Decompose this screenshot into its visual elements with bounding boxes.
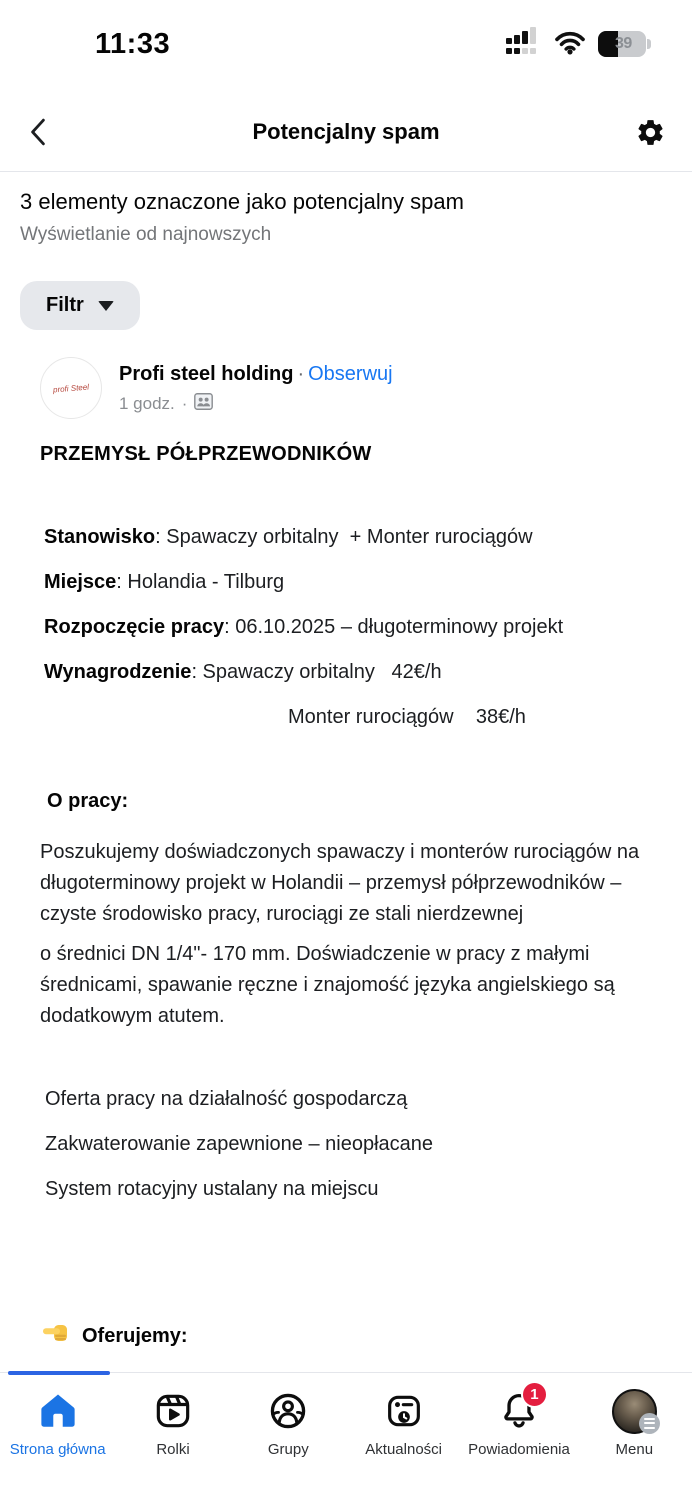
chevron-down-icon	[98, 301, 114, 311]
offer-heading	[42, 1322, 652, 1350]
post-author-block	[119, 357, 393, 415]
bottom-nav	[0, 1372, 692, 1500]
menu-avatar	[612, 1389, 657, 1434]
filter-button-label: Filtr	[46, 294, 84, 316]
wifi-icon	[554, 29, 586, 60]
nav-item-home[interactable]	[0, 1373, 115, 1500]
bell-icon	[496, 1388, 542, 1434]
detail-location: Miejsce: Holandia - Tilburg	[44, 571, 285, 593]
group-privacy-icon	[194, 393, 213, 415]
status-bar	[0, 0, 692, 64]
dot-separator: ·	[181, 394, 188, 413]
hamburger-badge-icon	[639, 1413, 660, 1434]
reels-icon	[150, 1388, 196, 1434]
detail-position: Stanowisko: Spawaczy orbitalny + Monter rurociągów	[44, 526, 533, 548]
detail-wage: Wynagrodzenie: Spawaczy orbitalny 42€/h	[44, 661, 442, 683]
about-paragraph-2: o średnici DN 1/4"- 170 mm. Doświadczenie w pracy z małymi średnicami, spawanie ręczne i znajomość języka angielskiego są dodatkowym atutem.	[40, 943, 615, 1027]
about-heading: O pracy:	[47, 790, 129, 812]
nav-item-notifications[interactable]	[461, 1373, 576, 1500]
page-title: Potencjalny spam	[252, 119, 440, 144]
settings-button[interactable]	[626, 117, 666, 148]
nav-label-reels: Rolki	[156, 1441, 190, 1458]
post	[0, 330, 692, 1350]
post-time: 1 godz.	[119, 394, 175, 413]
nav-item-reels[interactable]	[115, 1373, 230, 1500]
menu-avatar-icon	[611, 1388, 657, 1434]
offer-line: Oferta pracy na działalność gospodarczą	[45, 1088, 408, 1110]
detail-start-date: Rozpoczęcie pracy: 06.10.2025 – długoterminowy projekt	[44, 616, 564, 638]
clock-text: 11:33	[95, 27, 171, 60]
filter-button[interactable]	[20, 281, 140, 330]
nav-item-groups[interactable]	[231, 1373, 346, 1500]
signal-icon	[504, 26, 542, 63]
offer-line: Zakwaterowanie zapewnione – nieopłacane	[45, 1133, 434, 1155]
offer-line: System rotacyjny ustalany na miejscu	[45, 1178, 379, 1200]
nav-label-home: Strona główna	[9, 1441, 106, 1458]
groups-icon	[265, 1388, 311, 1434]
pointing-right-icon	[42, 1322, 70, 1350]
back-button[interactable]	[26, 118, 66, 146]
detail-wage-line-2: Monter rurociągów 38€/h	[288, 706, 526, 728]
nav-label-menu: Menu	[615, 1441, 654, 1458]
notification-badge: 1	[521, 1381, 548, 1408]
offer-heading-label: Oferujemy:	[82, 1324, 188, 1347]
post-meta-line	[119, 393, 393, 415]
spam-count-title: 3 elementy oznaczone jako potencjalny spam	[20, 189, 464, 214]
back-chevron-icon	[26, 118, 50, 146]
battery-percent: 39	[615, 35, 632, 52]
nav-label-notifications: Powiadomienia	[468, 1441, 570, 1458]
news-icon	[381, 1388, 427, 1434]
job-details	[44, 526, 652, 728]
dot-separator: ·	[297, 363, 305, 385]
sort-order-text: Wyświetlanie od najnowszych	[20, 224, 272, 245]
app-header	[0, 104, 692, 160]
offer-conditions	[45, 1088, 652, 1200]
author-name[interactable]: Profi steel holding	[119, 363, 294, 385]
gear-icon	[635, 117, 666, 148]
avatar-logo-text: profi Steel	[52, 381, 90, 395]
spam-list-section	[0, 172, 692, 330]
nav-label-news: Aktualności	[365, 1441, 442, 1458]
author-line	[119, 363, 393, 386]
battery-icon	[598, 31, 646, 57]
nav-item-menu[interactable]	[577, 1373, 692, 1500]
avatar[interactable]	[40, 357, 102, 419]
post-header	[40, 357, 652, 419]
nav-item-news[interactable]	[346, 1373, 461, 1500]
status-icons	[504, 26, 646, 63]
nav-label-groups: Grupy	[267, 1441, 309, 1458]
active-tab-indicator	[8, 1371, 110, 1375]
home-icon	[35, 1388, 81, 1434]
post-title: PRZEMYSŁ PÓŁPRZEWODNIKÓW	[40, 443, 372, 465]
follow-link[interactable]: Obserwuj	[308, 363, 393, 385]
about-paragraph-1: Poszukujemy doświadczonych spawaczy i monterów rurociągów na długoterminowy projekt w Holandii – przemysł półprzewodników – czyste środowisko pracy, rurociągi ze stali nierdzewnej	[40, 841, 640, 925]
